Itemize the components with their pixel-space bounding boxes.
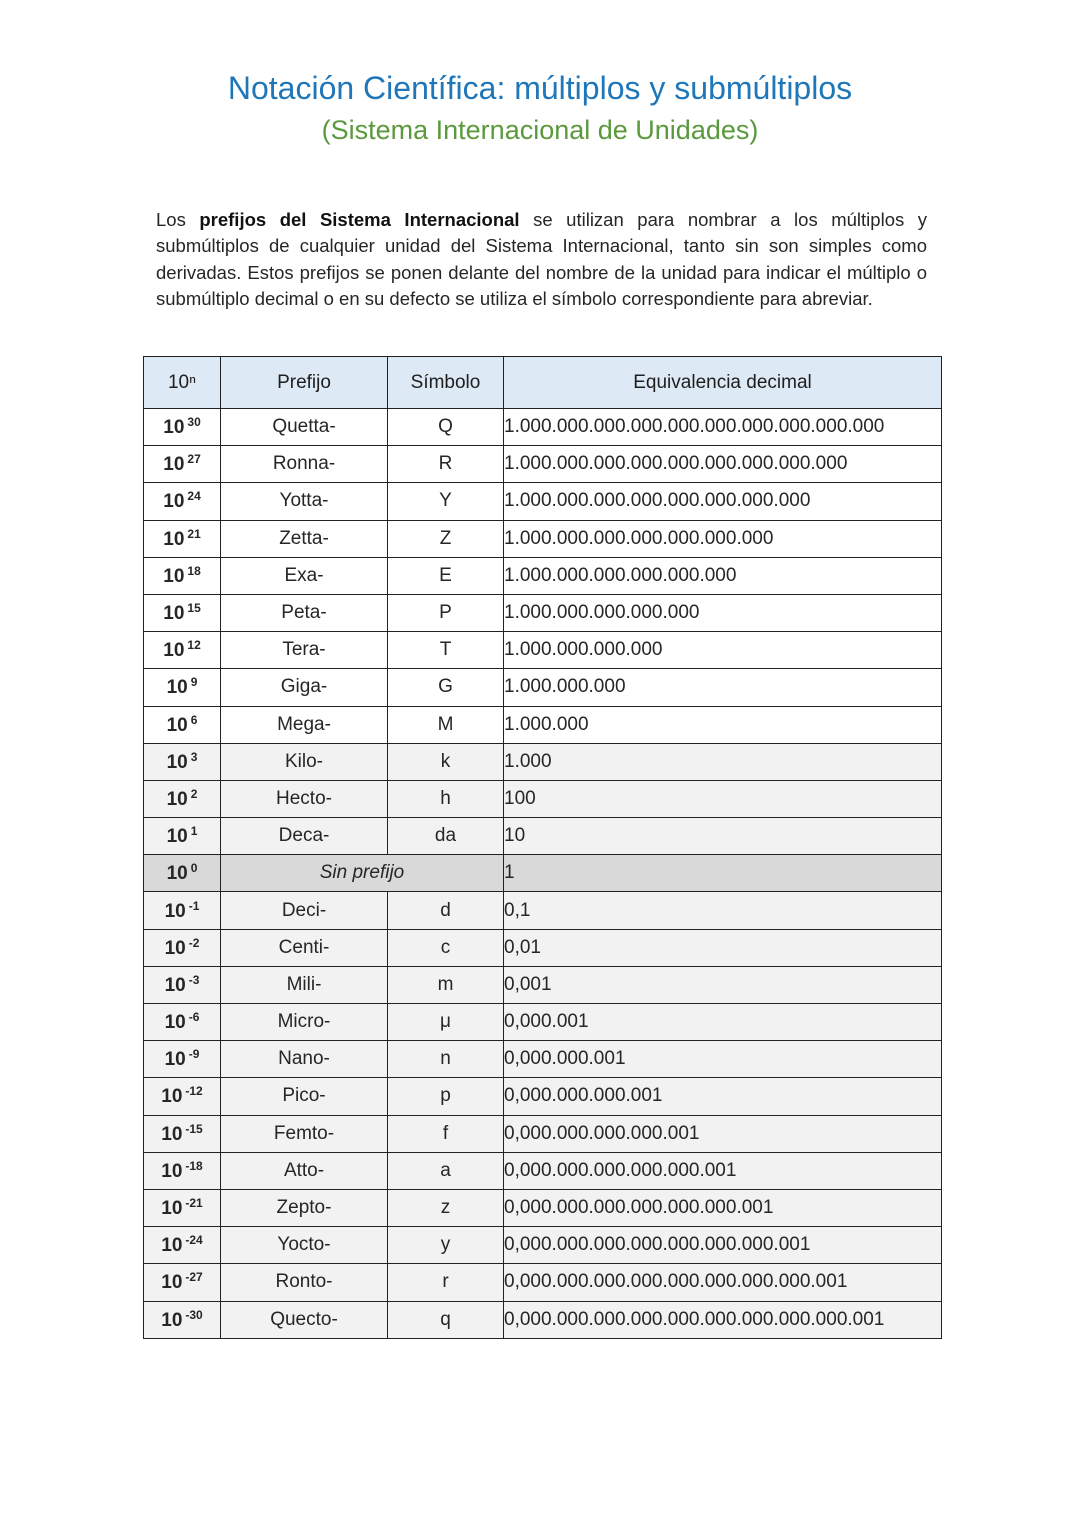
equivalence-cell: 1	[504, 855, 942, 892]
prefix-cell: Kilo-	[221, 743, 388, 780]
power-cell	[144, 1115, 221, 1152]
power-exponent: -27	[185, 1270, 203, 1285]
power-cell	[144, 1301, 221, 1338]
symbol-cell: Z	[388, 520, 504, 557]
intro-paragraph	[156, 207, 927, 313]
symbol-cell: z	[388, 1189, 504, 1226]
no-prefix-cell: Sin prefijo	[221, 855, 504, 892]
symbol-cell: d	[388, 892, 504, 929]
equivalence-cell: 10	[504, 818, 942, 855]
power-exponent: 9	[190, 675, 198, 690]
prefix-cell: Giga-	[221, 669, 388, 706]
symbol-cell: G	[388, 669, 504, 706]
equivalence-cell: 0,000.000.001	[504, 1041, 942, 1078]
table-row	[144, 1078, 942, 1115]
power-cell	[144, 1189, 221, 1226]
equivalence-cell: 1.000.000.000.000.000.000.000.000.000	[504, 446, 942, 483]
table-row	[144, 483, 942, 520]
table-row	[144, 706, 942, 743]
header-prefix: Prefijo	[221, 357, 388, 409]
prefix-cell: Mega-	[221, 706, 388, 743]
power-cell	[144, 669, 221, 706]
power-base: 10	[161, 1086, 183, 1108]
prefix-cell: Yocto-	[221, 1227, 388, 1264]
equivalence-cell: 1.000.000.000.000.000	[504, 594, 942, 631]
equivalence-cell: 0,000.000.000.000.001	[504, 1115, 942, 1152]
power-exponent: -9	[188, 1047, 200, 1062]
table-row	[144, 818, 942, 855]
table-row	[144, 780, 942, 817]
equivalence-cell: 1.000.000.000.000.000.000.000.000	[504, 483, 942, 520]
power-exponent: -1	[188, 898, 200, 913]
symbol-cell: E	[388, 557, 504, 594]
power-base: 10	[164, 900, 186, 922]
header-equivalence: Equivalencia decimal	[504, 357, 942, 409]
symbol-cell: Y	[388, 483, 504, 520]
symbol-cell: Q	[388, 409, 504, 446]
prefix-cell: Micro-	[221, 1004, 388, 1041]
power-cell	[144, 446, 221, 483]
intro-bold: prefijos del Sistema Internacional	[199, 208, 520, 230]
equivalence-cell: 1.000.000	[504, 706, 942, 743]
table-row	[144, 929, 942, 966]
table-row	[144, 743, 942, 780]
symbol-cell: P	[388, 594, 504, 631]
power-exponent: 0	[190, 861, 198, 876]
prefix-cell: Deci-	[221, 892, 388, 929]
prefix-cell: Quetta-	[221, 409, 388, 446]
power-cell	[144, 483, 221, 520]
power-exponent: 24	[187, 489, 201, 504]
power-exponent: 21	[187, 526, 201, 541]
power-cell	[144, 1004, 221, 1041]
header-power: 10ⁿ	[144, 357, 221, 409]
table-row	[144, 632, 942, 669]
equivalence-cell: 0,000.000.000.000.000.001	[504, 1152, 942, 1189]
prefix-cell: Tera-	[221, 632, 388, 669]
symbol-cell: r	[388, 1264, 504, 1301]
equivalence-cell: 0,000.000.000.001	[504, 1078, 942, 1115]
power-exponent: 12	[187, 638, 201, 653]
symbol-cell: y	[388, 1227, 504, 1264]
power-cell	[144, 1227, 221, 1264]
prefix-cell: Exa-	[221, 557, 388, 594]
power-cell	[144, 1078, 221, 1115]
power-cell	[144, 818, 221, 855]
prefix-cell: Femto-	[221, 1115, 388, 1152]
table-row	[144, 1152, 942, 1189]
power-cell	[144, 1152, 221, 1189]
power-cell	[144, 929, 221, 966]
power-base: 10	[163, 417, 185, 439]
equivalence-cell: 1.000.000.000.000.000.000.000	[504, 520, 942, 557]
power-cell	[144, 780, 221, 817]
equivalence-cell: 0,001	[504, 966, 942, 1003]
prefix-cell: Yotta-	[221, 483, 388, 520]
prefix-table	[143, 356, 942, 1339]
power-base: 10	[161, 1235, 183, 1257]
power-exponent: 27	[187, 452, 201, 467]
power-base: 10	[163, 528, 185, 550]
table-row	[144, 1115, 942, 1152]
power-base: 10	[166, 863, 188, 885]
symbol-cell: k	[388, 743, 504, 780]
symbol-cell: da	[388, 818, 504, 855]
equivalence-cell: 0,000.000.000.000.000.000.000.001	[504, 1227, 942, 1264]
prefix-cell: Deca-	[221, 818, 388, 855]
prefix-cell: Nano-	[221, 1041, 388, 1078]
power-base: 10	[161, 1123, 183, 1145]
power-exponent: -12	[185, 1084, 203, 1099]
power-exponent: -2	[188, 935, 200, 950]
table-row	[144, 594, 942, 631]
power-base: 10	[164, 1049, 186, 1071]
power-exponent: 2	[190, 786, 198, 801]
power-cell	[144, 594, 221, 631]
table-row	[144, 446, 942, 483]
power-base: 10	[161, 1160, 183, 1182]
power-exponent: 18	[187, 563, 201, 578]
power-cell	[144, 409, 221, 446]
power-base: 10	[164, 974, 186, 996]
power-cell	[144, 966, 221, 1003]
page-subtitle: (Sistema Internacional de Unidades)	[321, 115, 759, 145]
table-row	[144, 1301, 942, 1338]
symbol-cell: n	[388, 1041, 504, 1078]
equivalence-cell: 0,000.000.000.000.000.000.000.000.001	[504, 1264, 942, 1301]
power-cell	[144, 855, 221, 892]
table-row	[144, 409, 942, 446]
table-row	[144, 1264, 942, 1301]
symbol-cell: h	[388, 780, 504, 817]
symbol-cell: m	[388, 966, 504, 1003]
table-header-row	[144, 357, 942, 409]
power-base: 10	[163, 603, 185, 625]
power-exponent: 30	[187, 415, 201, 430]
table-row	[144, 520, 942, 557]
intro-lead: Los	[156, 208, 186, 230]
power-cell	[144, 706, 221, 743]
symbol-cell: μ	[388, 1004, 504, 1041]
table-row	[144, 1227, 942, 1264]
power-exponent: -6	[188, 1010, 200, 1025]
power-base: 10	[161, 1272, 183, 1294]
symbol-cell: p	[388, 1078, 504, 1115]
prefix-cell: Hecto-	[221, 780, 388, 817]
power-base: 10	[166, 714, 188, 736]
equivalence-cell: 0,000.000.000.000.000.000.001	[504, 1189, 942, 1226]
table-row	[144, 557, 942, 594]
power-cell	[144, 1041, 221, 1078]
symbol-cell: f	[388, 1115, 504, 1152]
prefix-cell: Atto-	[221, 1152, 388, 1189]
power-base: 10	[163, 565, 185, 587]
equivalence-cell: 1.000.000.000.000	[504, 632, 942, 669]
power-cell	[144, 1264, 221, 1301]
equivalence-cell: 0,000.000.000.000.000.000.000.000.000.001	[504, 1301, 942, 1338]
prefix-cell: Quecto-	[221, 1301, 388, 1338]
table-row	[144, 1189, 942, 1226]
power-cell	[144, 520, 221, 557]
equivalence-cell: 0,000.001	[504, 1004, 942, 1041]
prefix-cell: Pico-	[221, 1078, 388, 1115]
prefix-cell: Zepto-	[221, 1189, 388, 1226]
header-symbol: Símbolo	[388, 357, 504, 409]
equivalence-cell: 1.000.000.000.000.000.000	[504, 557, 942, 594]
power-exponent: -30	[185, 1307, 203, 1322]
power-exponent: -15	[185, 1121, 203, 1136]
power-base: 10	[163, 640, 185, 662]
page-title: Notación Científica: múltiplos y submúltiplos	[227, 70, 853, 106]
equivalence-cell: 0,1	[504, 892, 942, 929]
power-cell	[144, 557, 221, 594]
table-row	[144, 669, 942, 706]
power-exponent: 15	[187, 601, 201, 616]
prefix-cell: Centi-	[221, 929, 388, 966]
power-base: 10	[166, 677, 188, 699]
power-exponent: 1	[190, 824, 198, 839]
power-cell	[144, 743, 221, 780]
table-row	[144, 855, 942, 892]
intro-rest: se utilizan para nombrar a los múltiplos y submúltiplos de cualquier unidad del Sistema Internacional, tanto sin son simples como derivadas. Estos prefijos se ponen delante del nombre de la unidad para indicar el múltiplo o submúltiplo decimal o en su defecto se utiliza el símbolo correspondiente para abreviar.	[156, 208, 928, 310]
power-cell	[144, 892, 221, 929]
power-base: 10	[163, 491, 185, 513]
equivalence-cell: 1.000.000.000	[504, 669, 942, 706]
power-base: 10	[161, 1309, 183, 1331]
power-cell	[144, 632, 221, 669]
power-exponent: 6	[190, 712, 198, 727]
power-base: 10	[161, 1198, 183, 1220]
symbol-cell: T	[388, 632, 504, 669]
equivalence-cell: 0,01	[504, 929, 942, 966]
power-exponent: -21	[185, 1196, 203, 1211]
prefix-cell: Ronna-	[221, 446, 388, 483]
table-row	[144, 1041, 942, 1078]
symbol-cell: M	[388, 706, 504, 743]
prefix-cell: Ronto-	[221, 1264, 388, 1301]
power-exponent: 3	[190, 749, 198, 764]
equivalence-cell: 1.000	[504, 743, 942, 780]
prefix-cell: Zetta-	[221, 520, 388, 557]
symbol-cell: a	[388, 1152, 504, 1189]
power-base: 10	[163, 454, 185, 476]
equivalence-cell: 1.000.000.000.000.000.000.000.000.000.000	[504, 409, 942, 446]
symbol-cell: R	[388, 446, 504, 483]
equivalence-cell: 100	[504, 780, 942, 817]
power-base: 10	[166, 751, 188, 773]
power-exponent: -24	[185, 1233, 203, 1248]
symbol-cell: c	[388, 929, 504, 966]
power-base: 10	[164, 1012, 186, 1034]
prefix-cell: Peta-	[221, 594, 388, 631]
table-body	[144, 409, 942, 1339]
power-exponent: -18	[185, 1158, 203, 1173]
table-row	[144, 966, 942, 1003]
symbol-cell: q	[388, 1301, 504, 1338]
power-base: 10	[166, 788, 188, 810]
power-base: 10	[166, 826, 188, 848]
table-row	[144, 892, 942, 929]
power-base: 10	[164, 937, 186, 959]
power-exponent: -3	[188, 972, 200, 987]
prefix-cell: Mili-	[221, 966, 388, 1003]
table-row	[144, 1004, 942, 1041]
